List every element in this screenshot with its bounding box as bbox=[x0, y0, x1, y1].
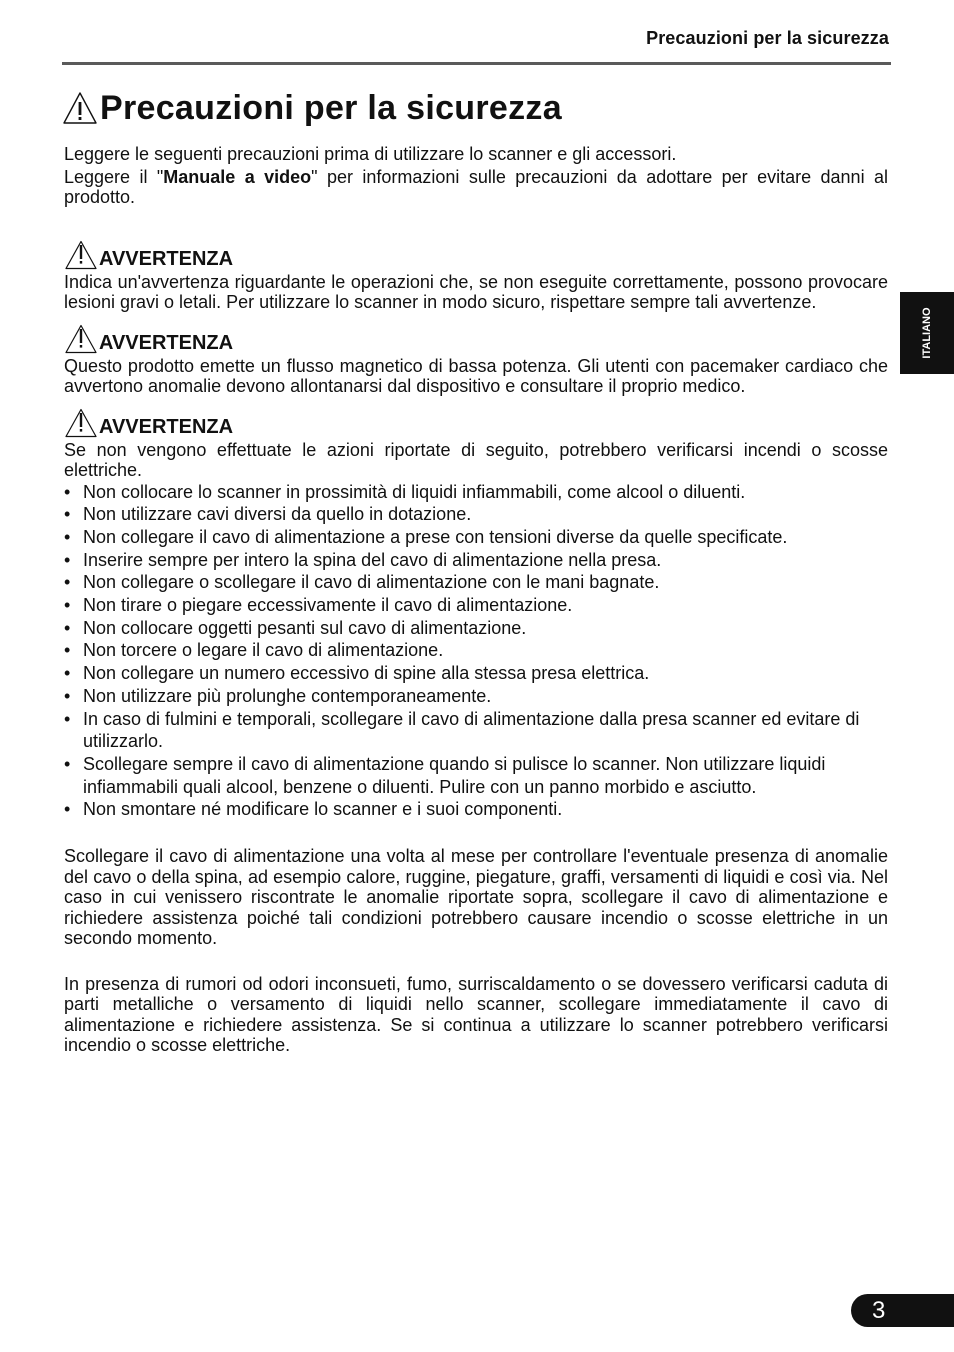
warning-text: Indica un'avvertenza riguardante le operazioni che, se non eseguite correttamente, possono provocare lesioni gravi o letali. Per utilizzare lo scanner in modo sicuro, rispettare sempre tali avvertenze. bbox=[64, 271, 888, 312]
intro-text: " per informazioni sulle precauzioni da adottare per evitare danni al prodotto. bbox=[64, 166, 888, 207]
list-item: • Non collegare un numero eccessivo di spine alla stessa presa elettrica. bbox=[64, 662, 888, 685]
intro-line-1: Leggere le seguenti precauzioni prima di utilizzare lo scanner e gli accessori. bbox=[64, 144, 677, 164]
language-tab bbox=[900, 292, 954, 374]
precaution-list bbox=[64, 481, 888, 822]
warning-triangle-icon bbox=[64, 324, 98, 354]
list-item: • Scollegare sempre il cavo di alimentazione quando si pulisce lo scanner. Non utilizzare liquidi infiammabili quali alcool, benzene o diluenti. Pulire con un panno morbido e asciutto. bbox=[64, 753, 888, 798]
list-item: • Non torcere o legare il cavo di alimentazione. bbox=[64, 639, 888, 662]
list-item: • Non collegare o scollegare il cavo di alimentazione con le mani bagnate. bbox=[64, 571, 888, 594]
header-divider bbox=[62, 62, 891, 65]
page-title-text: Precauzioni per la sicurezza bbox=[100, 89, 562, 127]
warning-text: Se non vengono effettuate le azioni riportate di seguito, potrebbero verificarsi incendi o scosse elettriche. bbox=[64, 439, 888, 480]
warning-heading bbox=[64, 240, 888, 270]
page-number: 3 bbox=[851, 1294, 954, 1327]
warning-heading bbox=[64, 324, 888, 354]
body-paragraph: Scollegare il cavo di alimentazione una volta al mese per controllare l'eventuale presenza di anomalie del cavo o della spina, ad esempio calore, ruggine, piegature, graffi, versamenti di liquidi e così via. Nel caso in cui venissero riscontrate le anomalie riportate sopra, scollegare il cavo di alimentazione e richiedere assistenza poiché tali condizioni potrebbero causare incendio o scosse elettriche in un secondo momento. bbox=[64, 846, 888, 949]
page-title bbox=[62, 88, 888, 128]
warning-heading bbox=[64, 408, 888, 438]
warning-triangle-icon bbox=[64, 408, 98, 438]
list-item: • Non collocare oggetti pesanti sul cavo di alimentazione. bbox=[64, 617, 888, 640]
warning-triangle-icon bbox=[62, 91, 98, 125]
list-item: • Non smontare né modificare lo scanner e i suoi componenti. bbox=[64, 798, 888, 821]
list-item: • Non tirare o piegare eccessivamente il cavo di alimentazione. bbox=[64, 594, 888, 617]
list-item: • Non collocare lo scanner in prossimità di liquidi infiammabili, come alcool o diluenti. bbox=[64, 481, 888, 504]
language-tab-label: ITALIANO bbox=[921, 307, 933, 359]
warning-triangle-icon bbox=[64, 240, 98, 270]
warning-heading-text: AVVERTENZA bbox=[99, 247, 234, 270]
running-header: Precauzioni per la sicurezza bbox=[646, 28, 889, 48]
body-paragraph: In presenza di rumori od odori inconsueti, fumo, surriscaldamento o se dovessero verificarsi caduta di parti metalliche o versamento di liquidi nello scanner, scollegare immediatamente il cavo di alimentazione e richiedere assistenza. Se si continua a utilizzare lo scanner potrebbero verificarsi incendio o scosse elettriche. bbox=[64, 973, 888, 1056]
manual-reference: Manuale a video bbox=[163, 166, 312, 187]
list-item: • In caso di fulmini e temporali, scollegare il cavo di alimentazione dalla presa scanner ed evitare di utilizzarlo. bbox=[64, 708, 888, 753]
list-item: • Non utilizzare più prolunghe contemporaneamente. bbox=[64, 685, 888, 708]
warning-text: Questo prodotto emette un flusso magnetico di bassa potenza. Gli utenti con pacemaker cardiaco che avvertono anomalie devono allontanarsi dal dispositivo e consultare il proprio medico. bbox=[64, 355, 888, 396]
intro-line-2 bbox=[64, 167, 888, 208]
list-item: • Non utilizzare cavi diversi da quello in dotazione. bbox=[64, 503, 888, 526]
intro-text: Leggere il " bbox=[64, 166, 164, 187]
page-content bbox=[64, 88, 888, 1056]
warning-heading-text: AVVERTENZA bbox=[99, 331, 234, 354]
warning-heading-text: AVVERTENZA bbox=[99, 415, 234, 438]
list-item: • Inserire sempre per intero la spina del cavo di alimentazione nella presa. bbox=[64, 549, 888, 572]
list-item: • Non collegare il cavo di alimentazione a prese con tensioni diverse da quelle specificate. bbox=[64, 526, 888, 549]
